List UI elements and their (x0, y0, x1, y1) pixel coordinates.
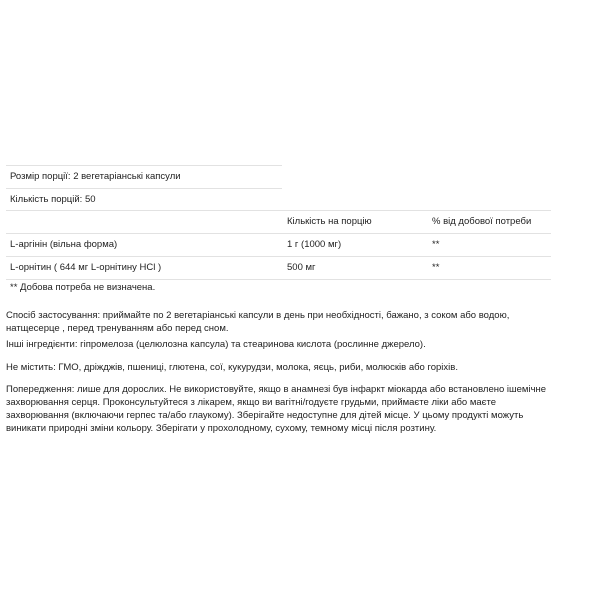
warnings-line: виникати природні зміни кольору. Зберігати у прохолодному, сухому, темному місці після розтину. (6, 423, 437, 434)
supplement-facts-table (6, 165, 551, 280)
usage-line: Спосіб застосування: приймайте по 2 вегетаріанські капсули в день при необхідності, бажано, з соком або водою, (6, 310, 510, 321)
ingredient-name: L-орнітин ( 644 мг L-орнітину HCl ) (10, 262, 162, 273)
table-header-row (6, 211, 551, 234)
ingredient-amount: 500 мг (287, 262, 316, 273)
warnings-line: Попередження: лише для дорослих. Не використовуйте, якщо в анамнезі був інфаркт міокарда або встановлено ішемічне (6, 384, 547, 395)
usage-paragraph (6, 309, 546, 335)
warnings-line: захворювання серця. Проконсультуйтеся з лікарем, якщо ви вагітні/годуєте грудьми, приймаєте ліки або маєте (6, 397, 497, 408)
ingredient-daily-value: ** (432, 239, 440, 250)
ingredient-name: L-аргінін (вільна форма) (10, 239, 118, 250)
table-row (6, 234, 551, 257)
warnings-paragraph (6, 383, 546, 435)
usage-line: натщесерце , перед тренуванням або перед сном. (6, 323, 229, 334)
servings-count-text: Кількість порцій: 50 (10, 194, 96, 205)
ingredient-amount: 1 г (1000 мг) (287, 239, 342, 250)
serving-size-row (6, 165, 282, 189)
serving-size-text: Розмір порції: 2 вегетаріанські капсули (10, 171, 181, 182)
daily-value-note: ** Добова потреба не визначена. (10, 282, 156, 293)
daily-value-header: % від добової потреби (432, 216, 532, 227)
ingredient-daily-value: ** (432, 262, 440, 273)
warnings-line: захворювання (включаючи герпес та/або глаукому). Зберігайте недоступне для дітей місце. У цьому продукті можуть (6, 410, 524, 421)
other-ingredients-paragraph: Інші інгредієнти: гіпромелоза (целюлозна капсула) та стеаринова кислота (рослинне джерело). (6, 339, 426, 350)
table-row (6, 257, 551, 280)
servings-count-row (6, 189, 551, 211)
does-not-contain-paragraph: Не містить: ГМО, дріжджів, пшениці, глютена, сої, кукурудзи, молока, яєць, риби, молюсків або горіхів. (6, 362, 458, 373)
amount-per-serving-header: Кількість на порцію (287, 216, 372, 227)
